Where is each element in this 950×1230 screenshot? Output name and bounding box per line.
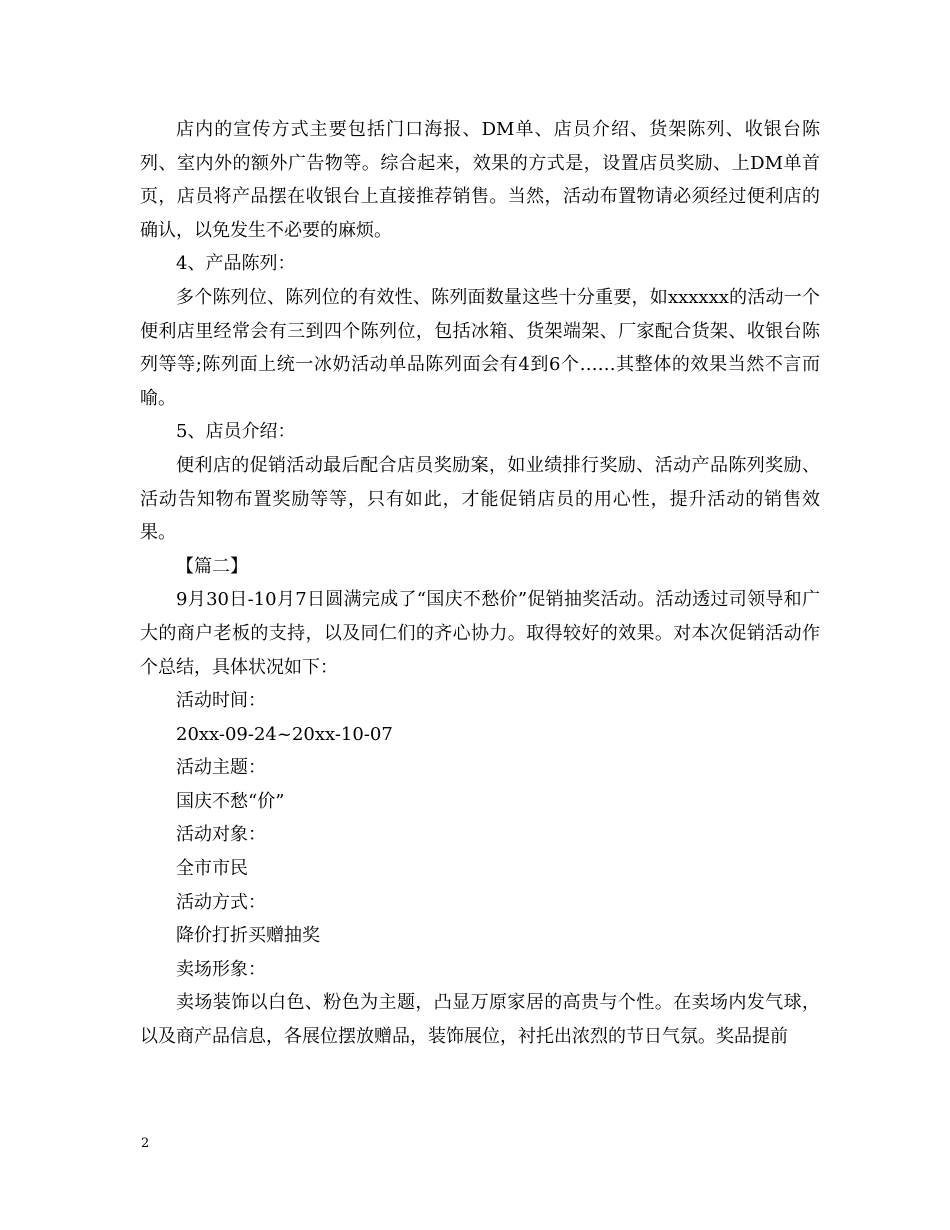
paragraph-event-summary: 9月30日-10月7日圆满完成了“国庆不愁价”促销抽奖活动。活动透过司领导和广大的商户老板的支持，以及同仁们的齐心协力。取得较好的效果。对本次促销活动作个总结，具体状况如下： xyxy=(140,589,820,678)
page-number: 2 xyxy=(141,1136,150,1151)
paragraph-staff-introduction: 便利店的促销活动最后配合店员奖励案，如业绩排行奖励、活动产品陈列奖励、活动告知物布置奖励等等，只有如此，才能促销店员的用心性，提升活动的销售效果。 xyxy=(140,454,820,544)
value-event-theme: 国庆不愁“价” xyxy=(176,790,285,812)
paragraph-store-image: 卖场装饰以白色、粉色为主题，凸显万原家居的高贵与个性。在卖场内发气球，以及商产品信息，各展位摆放赠品，装饰展位，衬托出浓烈的节日气氛。奖品提前 xyxy=(140,992,820,1048)
paragraph-product-display: 多个陈列位、陈列位的有效性、陈列面数量这些十分重要，如xxxxxx的活动一个便利店里经常会有三到四个陈列位，包括冰箱、货架端架、厂家配合货架、收银台陈列等等;陈列面上统一冰奶活动单品陈列面会有4到6个……其整体的效果当然不言而喻。 xyxy=(140,286,820,409)
label-event-audience: 活动对象： xyxy=(176,824,266,846)
label-event-time: 活动时间： xyxy=(176,690,266,712)
label-event-theme: 活动主题： xyxy=(176,757,266,779)
paragraph-promotion-methods: 店内的宣传方式主要包括门口海报、DM单、店员介绍、货架陈列、收银台陈列、室内外的额外广告物等。综合起来，效果的方式是，设置店员奖励、上DM单首页，店员将产品摆在收银台上直接推荐销售。当然，活动布置物请必须经过便利店的确认，以免发生不必要的麻烦。 xyxy=(140,119,820,241)
section-heading-part-two: 【篇二】 xyxy=(176,555,248,577)
value-event-method: 降价打折买赠抽奖 xyxy=(176,925,320,947)
label-store-image: 卖场形象： xyxy=(176,958,266,980)
heading-product-display: 4、产品陈列： xyxy=(176,253,296,275)
value-event-time: 20xx-09-24~20xx-10-07 xyxy=(176,723,393,745)
body-text xyxy=(140,113,820,1054)
label-event-method: 活动方式： xyxy=(176,891,266,913)
value-event-audience: 全市市民 xyxy=(176,858,248,880)
heading-staff-introduction: 5、店员介绍： xyxy=(176,421,296,443)
